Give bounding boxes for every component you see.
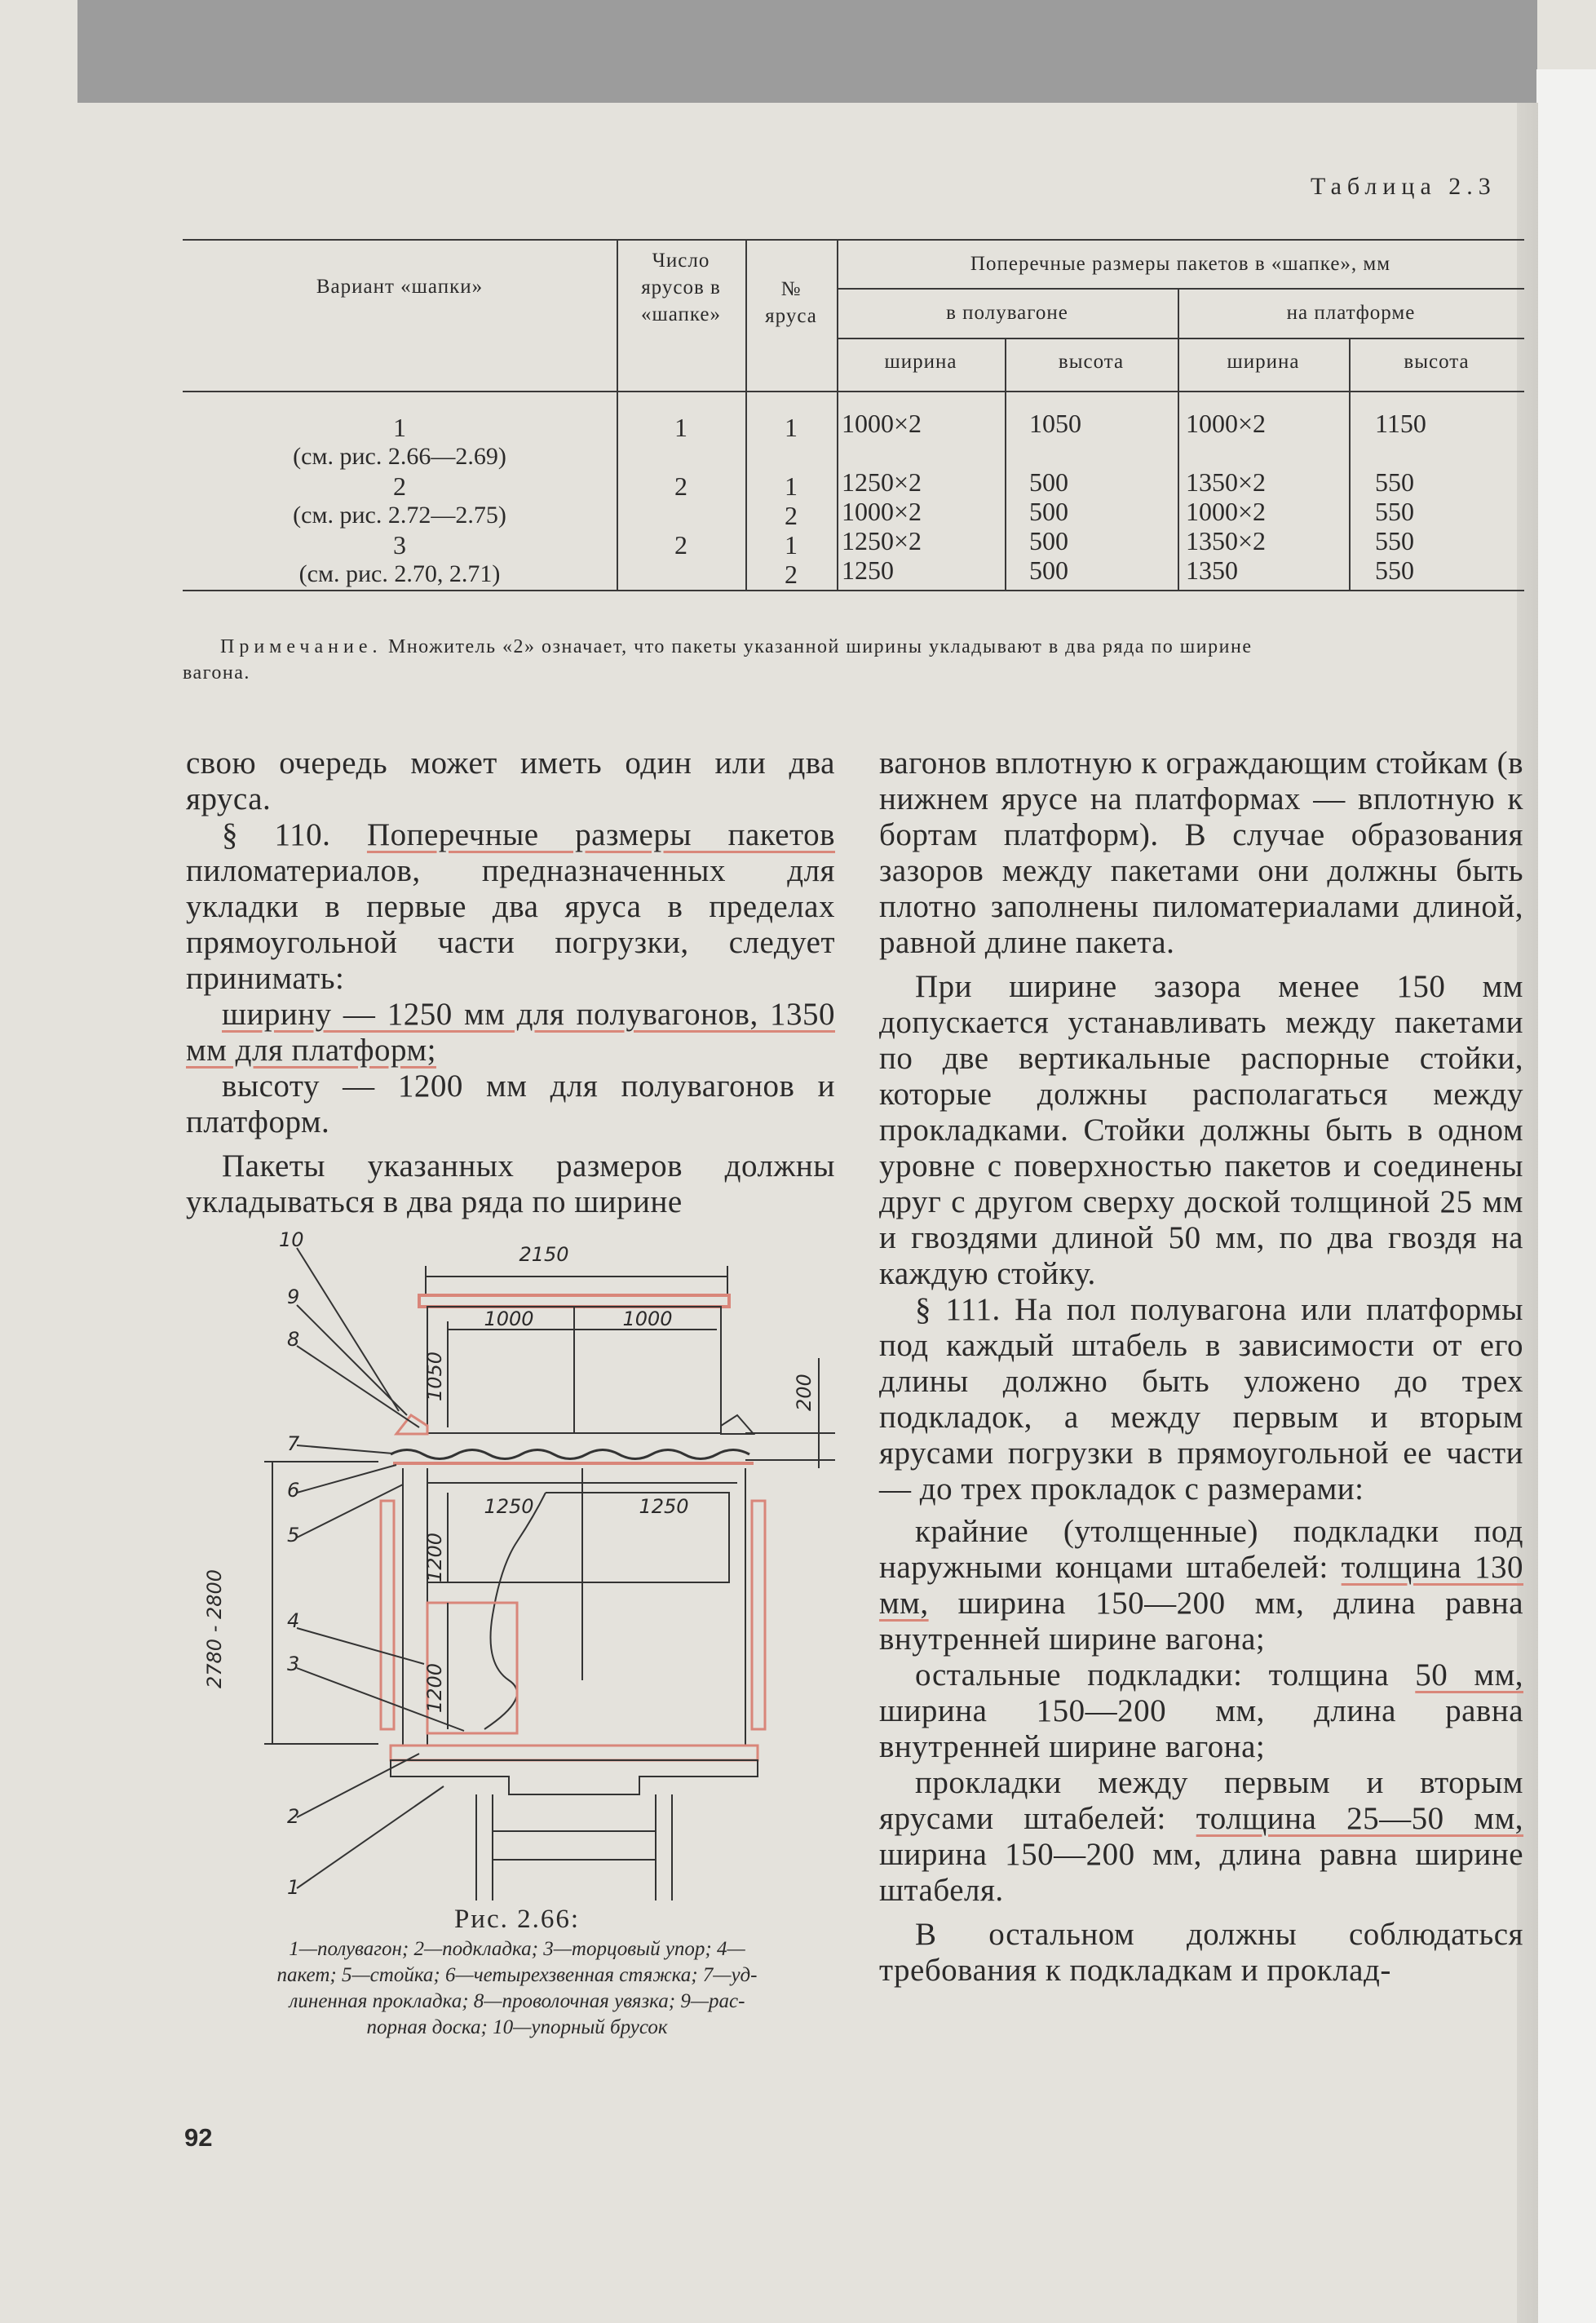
row-platform-width: 1350	[1186, 555, 1238, 585]
header-tiers-line: ярусов в	[641, 277, 721, 299]
paragraph: вагонов вплотную к ограждающим стойкам (в нижнем ярусе на платформах — вплотную к бортам платформ). В случае образования зазоров между пакетами они должны быть плотно заполнены пиломатериалами длиной, равной длине пакета.	[879, 746, 1523, 960]
fig-label-2: 2	[287, 1805, 300, 1828]
dimensions-table	[183, 239, 1524, 591]
fig-label-1: 1	[287, 1876, 300, 1899]
row-gondola-width: 1250	[842, 555, 894, 585]
fig-label-3: 3	[287, 1653, 300, 1675]
row-variant: 3	[393, 530, 406, 560]
paragraph: свою очередь может иметь один или два яруса.	[186, 746, 835, 816]
header-platform: на платформе	[1286, 302, 1416, 324]
header-tiers-line: «шапке»	[640, 303, 721, 325]
paragraph-110	[186, 817, 835, 997]
fig-label-10: 10	[279, 1228, 304, 1251]
header-height: высота	[1058, 351, 1125, 373]
row-tiers: 1	[674, 413, 687, 442]
fig-label-4: 4	[287, 1609, 300, 1632]
col-rule-6	[1349, 338, 1351, 591]
row-platform-width: 1350×2	[1186, 467, 1267, 497]
header-tier-no	[745, 276, 837, 330]
row-platform-height: 1150	[1375, 409, 1426, 438]
row-tier-no: 1	[785, 471, 798, 501]
underlined-text: толщина 25—50 мм,	[1196, 1801, 1524, 1836]
header-width: ширина	[1227, 351, 1300, 373]
fig-label-9: 9	[287, 1285, 300, 1308]
caption-line: линенная прокладка; 8—проволочная увязка; 9—рас-	[289, 1990, 745, 2012]
note-text-2: вагона.	[183, 662, 250, 684]
row-variant: 1	[393, 413, 406, 442]
note-label: Примечание.	[220, 636, 382, 657]
row-gondola-height: 500	[1029, 526, 1068, 555]
paragraph-text: прокладки между первым и вторым ярусами штабелей:	[879, 1765, 1523, 1836]
row-gondola-height: 500	[1029, 555, 1068, 585]
dim-h-top: 1050	[423, 1351, 446, 1401]
row-gondola-height: 500	[1029, 497, 1068, 526]
header-width: ширина	[884, 351, 957, 373]
table-bottom-rule	[183, 590, 1524, 591]
row-variant: 2	[393, 471, 406, 501]
fig-label-5: 5	[287, 1524, 300, 1546]
paragraph	[879, 1765, 1523, 1909]
dim-w1: 1000	[484, 1308, 534, 1330]
caption-line: порная доска; 10—упорный брусок	[366, 2016, 668, 2038]
paragraph-text: крайние (утолщенные) подкладки под наружными концами штабелей:	[879, 1514, 1523, 1585]
row-platform-height: 550	[1375, 555, 1414, 585]
row-gondola-width: 1250×2	[842, 526, 922, 555]
row-ref: (см. рис. 2.66—2.69)	[293, 443, 506, 470]
left-text-column	[186, 746, 835, 1220]
section-number: § 110.	[222, 817, 331, 852]
header-height: высота	[1404, 351, 1470, 373]
underlined-text: Поперечные размеры пакетов	[366, 817, 836, 852]
row-ref: (см. рис. 2.70, 2.71)	[298, 560, 501, 587]
dim-total-height: 2780 - 2800	[203, 1569, 226, 1688]
header-dims: Поперечные размеры пакетов в «шапке», мм	[970, 253, 1391, 275]
row-tiers: 2	[674, 471, 687, 501]
underlined-text: толщина 130 мм,	[879, 1550, 1524, 1621]
paragraph-text: ширина 150—200 мм, длина равна ширине штабеля.	[879, 1837, 1523, 1908]
underlined-text: 50 мм,	[1415, 1657, 1523, 1692]
right-text-column	[879, 746, 1523, 1989]
dim-h-gap: 200	[793, 1374, 816, 1411]
paragraph: Пакеты указанных размеров должны укладываться в два ряда по ширине	[186, 1148, 835, 1219]
col-rule-4	[1005, 338, 1006, 591]
header-gondola: в полувагоне	[946, 302, 1068, 324]
row-gondola-width: 1250×2	[842, 467, 922, 497]
paragraph-text: остальные подкладки: толщина	[915, 1657, 1390, 1692]
dim-w4: 1250	[639, 1495, 689, 1518]
scanner-top-bar	[77, 0, 1537, 103]
fig-label-8: 8	[287, 1328, 300, 1351]
table-note	[183, 634, 1525, 684]
dim-h-tier1: 1200	[423, 1532, 446, 1582]
paragraph-text: ширина 150—200 мм, длина равна внутренней ширине вагона;	[879, 1693, 1523, 1764]
row-gondola-width: 1000×2	[842, 409, 922, 438]
fig-label-7: 7	[287, 1432, 300, 1455]
paragraph: высоту — 1200 мм для полувагонов и платформ.	[186, 1069, 835, 1139]
row-tier-no: 1	[785, 530, 798, 560]
row-platform-width: 1000×2	[1186, 409, 1267, 438]
header-tier-no-line: №	[780, 278, 802, 300]
row-platform-height: 550	[1375, 467, 1414, 497]
caption-line: 1—полувагон; 2—подкладка; 3—торцовый упор; 4—	[289, 1938, 745, 1960]
table-title: Таблица 2.3	[1311, 173, 1497, 200]
paragraph	[879, 1657, 1523, 1765]
row-platform-width: 1350×2	[1186, 526, 1267, 555]
row-tier-no: 2	[785, 560, 798, 589]
header-sub-rule-2	[837, 338, 1524, 339]
fig-label-6: 6	[287, 1479, 300, 1502]
paragraph-text: ширина 150—200 мм, длина равна внутренней ширине вагона;	[879, 1586, 1524, 1657]
dim-h-tier2: 1200	[423, 1662, 446, 1713]
caption-line: пакет; 5—стойка; 6—четырехзвенная стяжка; 7—уд-	[276, 1964, 758, 1986]
header-variant: Вариант «шапки»	[316, 276, 484, 298]
page-number: 92	[184, 2123, 213, 2152]
figure-2-66	[183, 1223, 851, 1900]
row-platform-height: 550	[1375, 497, 1414, 526]
underlined-text: ширину — 1250 мм для полувагонов, 1350 мм для платформ;	[186, 997, 835, 1068]
dim-w3: 1250	[484, 1495, 534, 1518]
scanner-right-strip	[1536, 69, 1596, 2323]
row-tiers: 2	[674, 530, 687, 560]
row-tier-no: 1	[785, 413, 798, 442]
dim-w2: 1000	[622, 1308, 673, 1330]
paragraph: В остальном должны соблюдаться требования к подкладкам и проклад-	[879, 1917, 1523, 1988]
caption-title: Рис. 2.66:	[453, 1905, 581, 1934]
paragraph-111: § 111. На пол полувагона или платформы под каждый штабель в зависимости от его длины должно быть уложено до трех подкладок, а между первым и вторым ярусами погрузки в прямоугольной ее части — до трех прокладок с размерами:	[879, 1292, 1523, 1507]
figure-caption	[183, 1902, 851, 2041]
col-rule-3	[837, 239, 838, 591]
row-gondola-height: 1050	[1029, 409, 1081, 438]
header-sub-rule-1	[837, 288, 1524, 290]
header-tiers	[617, 247, 745, 328]
row-tier-no: 2	[785, 501, 798, 530]
row-gondola-width: 1000×2	[842, 497, 922, 526]
col-rule-5	[1178, 288, 1179, 591]
row-gondola-height: 500	[1029, 467, 1068, 497]
header-tier-no-line: яруса	[765, 305, 817, 327]
table-top-rule	[183, 239, 1524, 241]
paragraph	[186, 997, 835, 1069]
header-tiers-line: Число	[652, 250, 710, 272]
row-platform-height: 550	[1375, 526, 1414, 555]
table-header-rule	[183, 391, 1524, 392]
row-platform-width: 1000×2	[1186, 497, 1267, 526]
paragraph-text: пиломатериалов, предназначенных для укладки в первые два яруса в пределах прямоугольной части погрузки, следует принимать:	[186, 853, 835, 996]
paragraph	[879, 1514, 1523, 1657]
row-ref: (см. рис. 2.72—2.75)	[293, 502, 506, 529]
paragraph: При ширине зазора менее 150 мм допускается устанавливать между пакетами по две вертикальные распорные стойки, которые должны располагаться между прокладками. Стойки должны быть в одном уровне с поверхностью пакетов и соединены друг с другом сверху доской толщиной 25 мм и гвоздями длиной 50 мм, по два гвоздя на каждую стойку.	[879, 969, 1523, 1291]
note-text: Множитель «2» означает, что пакеты указанной ширины укладывают в два ряда по ширине	[387, 636, 1253, 657]
dim-total-width: 2150	[519, 1243, 569, 1266]
